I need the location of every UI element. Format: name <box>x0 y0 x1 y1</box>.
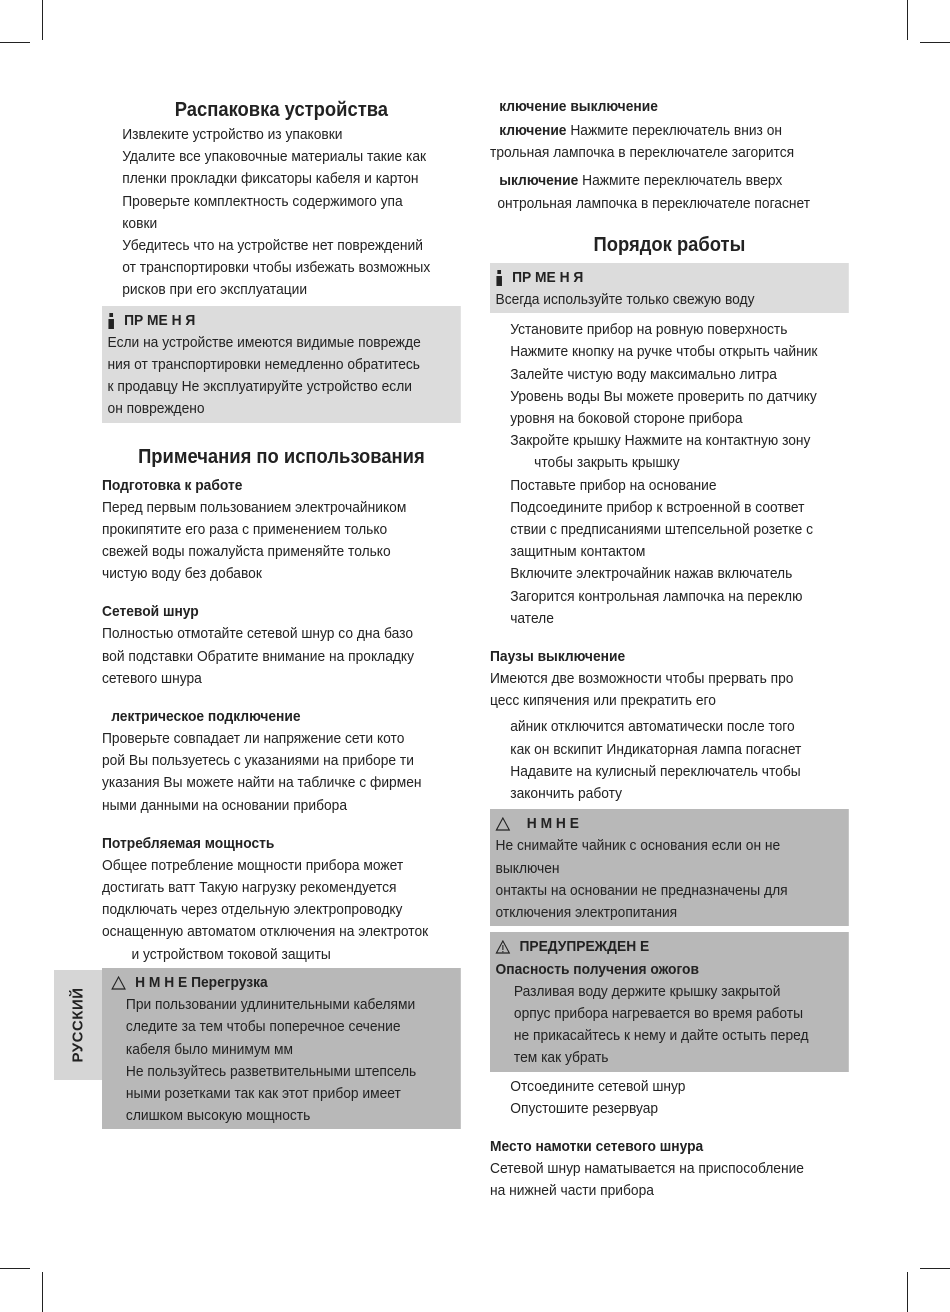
list-item: Включите электрочайник нажав включатель <box>510 565 793 583</box>
list-item: как он вскипит Индикаторная лампа погаснет <box>510 740 802 758</box>
text-line: цесс кипячения или прекратить его <box>490 692 716 710</box>
list-item: айник отключится автоматически после того <box>510 718 795 736</box>
text-line: сетевого шнура <box>102 669 202 687</box>
warning-line: онтакты на основании не предназначены для <box>495 881 788 899</box>
pause-title: Паузы выключение <box>490 648 626 666</box>
warning-box <box>490 932 849 1071</box>
cord-title: Сетевой шнур <box>102 603 199 621</box>
crop-mark <box>42 1272 43 1312</box>
list-item: Залейте чистую воду максимально литра <box>510 365 777 383</box>
steps-list <box>490 319 849 630</box>
switch-off-label: ыключение <box>499 172 579 190</box>
crop-mark <box>907 1272 908 1312</box>
warning-triangle-icon <box>496 940 511 954</box>
warning-line: При пользовании удлинительными кабелями <box>125 996 416 1014</box>
power-title: Потребляемая мощность <box>102 834 275 852</box>
crop-mark <box>920 1268 950 1269</box>
list-item: защитным контактом <box>510 543 646 561</box>
note-box <box>102 306 461 423</box>
note-header <box>108 310 456 332</box>
warning-triangle-icon <box>111 976 126 990</box>
note-label: ПР МЕ Н Я <box>124 311 196 329</box>
list-item: Загорится контрольная лампочка на переклю <box>510 587 803 605</box>
unpack-title: Распаковка устройства <box>174 99 389 121</box>
text-line: подключать через отдельную электропроводку <box>102 901 403 919</box>
list-item: уровня на боковой стороне прибора <box>510 410 743 428</box>
left-column <box>102 96 461 1129</box>
note-line: к продавцу Не эксплуатируйте устройство если <box>107 378 412 396</box>
list-item: чтобы закрыть крышку <box>534 454 680 472</box>
list-item: Закройте крышку Нажмите на контактную зону <box>510 432 811 450</box>
warning-line: следите за тем чтобы поперечное сечение <box>125 1018 401 1036</box>
list-item: закончить работу <box>510 785 622 803</box>
crop-mark <box>0 1268 30 1269</box>
note-line: ния от транспортировки немедленно обратитесь <box>107 356 420 374</box>
note-line: Всегда используйте только свежую воду <box>495 291 755 309</box>
list-item: пленки прокладки фиксаторы кабеля и картон <box>122 170 419 188</box>
note-line: он повреждено <box>107 400 205 418</box>
pause-list <box>490 716 849 805</box>
warning-box <box>102 968 461 1129</box>
list-item: Нажмите кнопку на ручке чтобы открыть чайник <box>510 343 818 361</box>
text-line: ными данными на основании прибора <box>102 796 348 814</box>
note-line: Если на устройстве имеются видимые поврежде <box>107 333 421 351</box>
warning-line: Разливая воду держите крышку закрытой <box>513 982 781 1000</box>
text-line: вой подставки Обратите внимание на прокладку <box>102 647 415 665</box>
warning-label: Н М Н Е <box>526 815 579 833</box>
list-item: Проверьте комплектность содержимого упа <box>122 192 403 210</box>
right-column <box>490 96 849 1202</box>
info-icon <box>496 270 503 286</box>
warning-line: отключения электропитания <box>495 904 678 922</box>
crop-mark <box>907 0 908 40</box>
warning-label: Н М Н Е Перегрузка <box>135 973 268 991</box>
warning-header <box>108 972 456 994</box>
warning-triangle-icon <box>496 817 511 831</box>
switch-title: ключение выключение <box>499 98 658 115</box>
warning-line: ными розетками так как этот прибор имеет <box>125 1084 401 1102</box>
warning-line: Не пользуйтесь разветвительными штепсель <box>125 1062 417 1080</box>
list-item: Уровень воды Вы можете проверить по датчику <box>510 387 817 405</box>
warning-line: слишком высокую мощность <box>125 1107 311 1125</box>
list-item: рисков при его эксплуатации <box>122 281 308 299</box>
list-item: Отсоедините сетевой шнур <box>510 1077 686 1095</box>
list-item: Извлеките устройство из упаковки <box>122 126 343 143</box>
warning-line: Не снимайте чайник с основания если он не <box>495 837 781 855</box>
list-item: Убедитесь что на устройстве нет повреждений <box>122 237 423 255</box>
note-header <box>496 267 844 289</box>
warning-line: выключен <box>495 859 560 877</box>
note-box <box>490 263 849 313</box>
switch-on-label: ключение <box>499 122 567 139</box>
list-item: Установите прибор на ровную поверхность <box>510 321 788 339</box>
text-line: чистую воду без добавок <box>102 565 262 583</box>
crop-mark <box>42 0 43 40</box>
warning-line: не прикасайтесь к нему и дайте остыть перед <box>513 1027 809 1045</box>
switch-off-text: Нажмите переключатель вверх <box>578 172 783 190</box>
list-item: чателе <box>510 609 554 627</box>
warning-line: орпус прибора нагревается во время работы <box>513 1004 803 1022</box>
text-line: Проверьте совпадает ли напряжение сети кото <box>102 730 405 748</box>
switch-off-line <box>490 170 849 192</box>
text-line: Полностью отмотайте сетевой шнур со дна базо <box>102 625 414 643</box>
warning-line: кабеля было минимум мм <box>125 1040 294 1058</box>
info-icon <box>108 313 115 329</box>
warning-header <box>496 936 844 958</box>
after-list <box>490 1076 849 1120</box>
text-line: онтрольная лампочка в переключателе погаснет <box>497 194 811 212</box>
warning-label: ПРЕДУПРЕЖДЕН Е <box>519 938 650 956</box>
text-line: прокипятите его раза с применением только <box>102 520 388 538</box>
list-item: Поставьте прибор на основание <box>510 476 717 494</box>
crop-mark <box>0 42 30 43</box>
text-line: Имеются две возможности чтобы прервать про <box>490 670 794 688</box>
language-tab <box>54 970 102 1080</box>
order-title: Порядок работы <box>593 233 746 256</box>
list-item: Удалите все упаковочные материалы такие как <box>122 148 427 166</box>
warning-box <box>490 809 849 926</box>
text-line: свежей воды пожалуйста применяйте только <box>102 543 391 561</box>
text-line: Перед первым пользованием электрочайником <box>102 498 407 516</box>
text-line: Сетевой шнур наматывается на приспособление <box>490 1159 804 1177</box>
list-item: Надавите на кулисный переключатель чтобы <box>510 762 801 780</box>
text-line: указания Вы можете найти на табличке с фирмен <box>102 774 422 792</box>
crop-mark <box>920 42 950 43</box>
text-line: трольная лампочка в переключателе загорится <box>490 144 795 162</box>
text-line: и устройством токовой защиты <box>131 945 331 963</box>
language-tab-label: РУССКИЙ <box>69 987 87 1063</box>
warning-line: тем как убрать <box>513 1049 609 1067</box>
warning-header <box>496 813 844 835</box>
text-line: оснащенную автоматом отключения на электроток <box>102 923 429 941</box>
switch-on-text: Нажмите переключатель вниз он <box>566 122 782 139</box>
storage-title: Место намотки сетевого шнура <box>490 1137 704 1155</box>
list-item: Опустошите резервуар <box>510 1099 659 1117</box>
unpack-list <box>102 124 461 302</box>
text-line: на нижней части прибора <box>490 1182 654 1200</box>
list-item: от транспортировки чтобы избежать возможных <box>122 259 431 277</box>
list-item: Подсоедините прибор к встроенной в соответ <box>510 498 805 516</box>
prep-title: Подготовка к работе <box>102 476 243 494</box>
usage-title: Примечания по использования <box>138 445 425 468</box>
switch-on-line <box>490 120 849 142</box>
list-item: ковки <box>122 214 158 232</box>
electric-title: лектрическое подключение <box>111 708 301 726</box>
note-label: ПР МЕ Н Я <box>512 268 584 286</box>
text-line: Общее потребление мощности прибора может <box>102 856 404 874</box>
warning-subtitle: Опасность получения ожогов <box>495 960 699 978</box>
list-item: ствии с предписаниями штепсельной розетке с <box>510 521 814 539</box>
text-line: рой Вы пользуетесь с указаниями на приборе ти <box>102 752 414 770</box>
text-line: достигать ватт Такую нагрузку рекомендуется <box>102 879 397 897</box>
